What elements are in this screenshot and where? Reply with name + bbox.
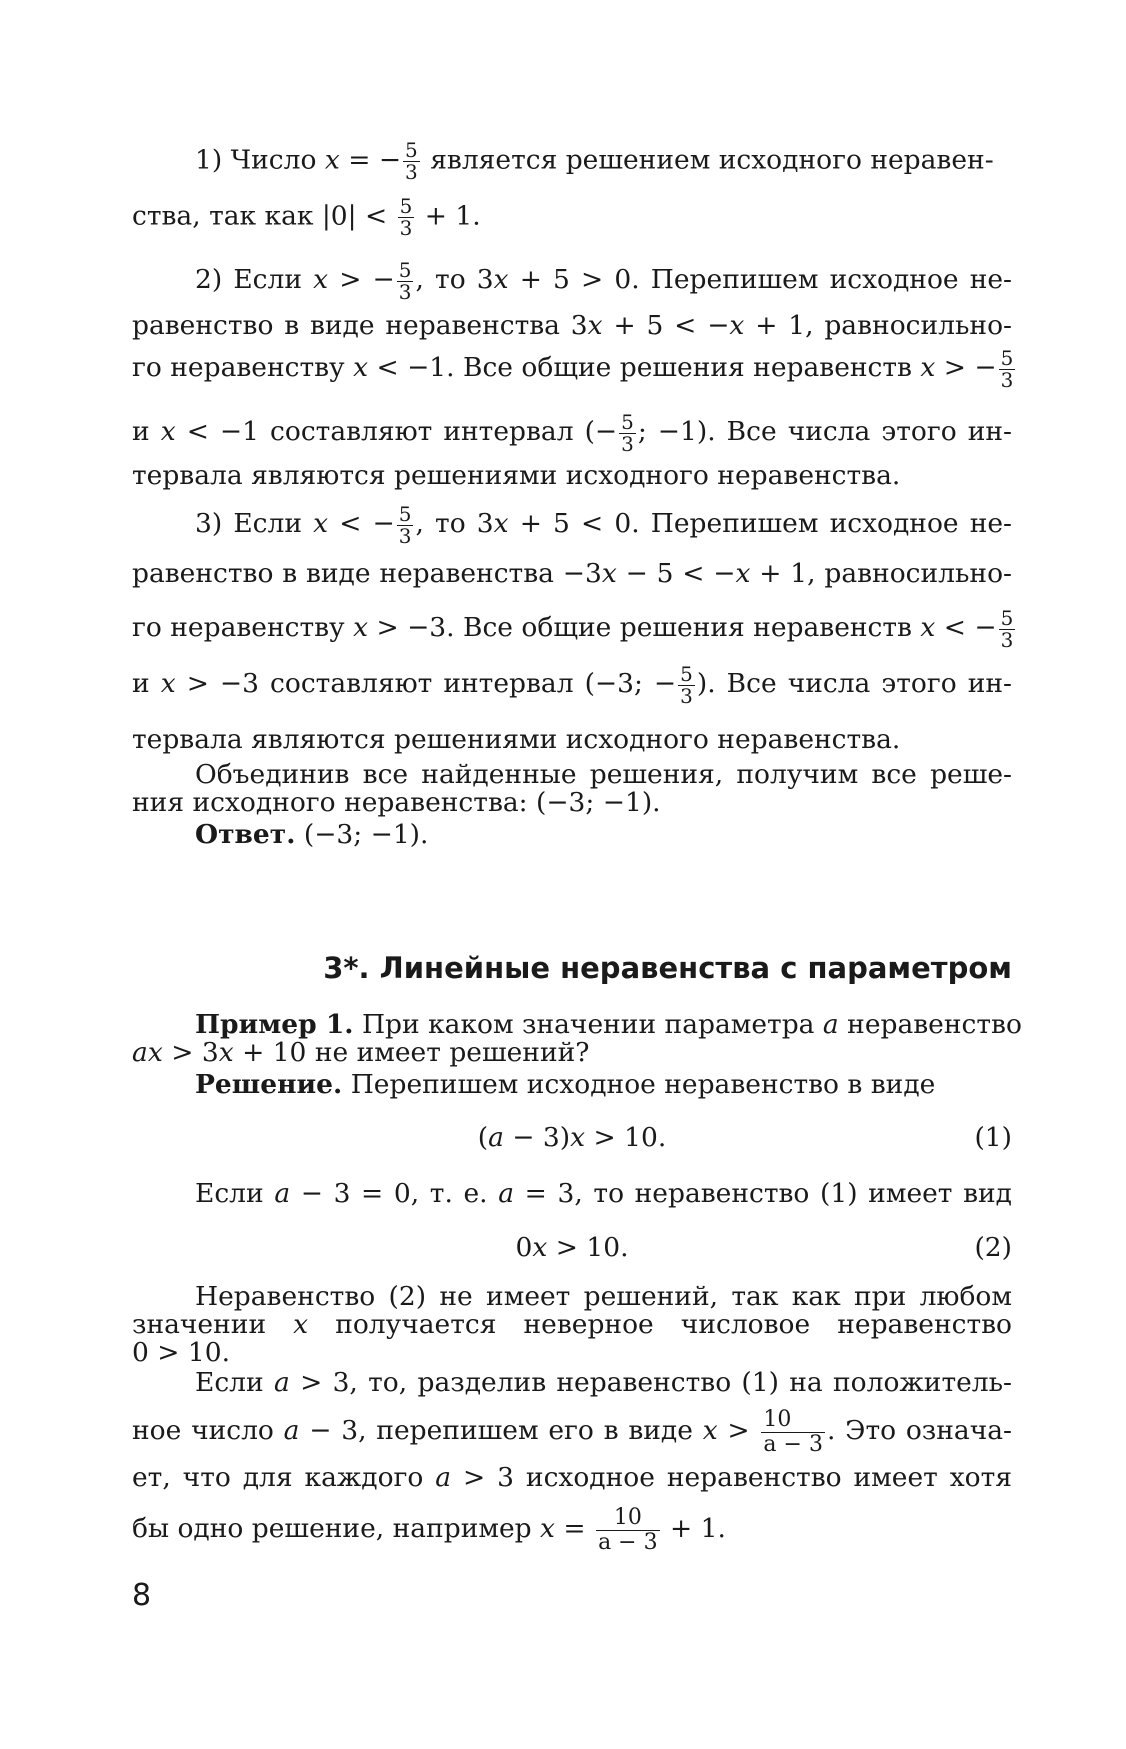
a-greater-3-line1: Если a > 3, то, разделив неравенство (1) на положитель-	[195, 1367, 1013, 1398]
fraction: $\frac{5}{3}$	[398, 257, 412, 304]
fraction: $\frac{5}{3}$	[621, 409, 634, 456]
fraction: $\frac{5}{3}$	[405, 138, 418, 184]
equation-1: (a − 3)x > 10. (1)	[477, 1122, 1012, 1153]
answer-label: Ответ.	[195, 819, 296, 850]
if-a-equals-3-line: Если a − 3 = 0, т. е. a = 3, то неравенство (1) имеет вид	[195, 1178, 1012, 1209]
equation-number: (1)	[974, 1122, 1012, 1153]
no-solutions-line2: значении x получается неверное числовое неравенство	[132, 1309, 1012, 1340]
example1-line1: Пример 1. При каком значении параметра a неравенство	[195, 1009, 1022, 1040]
a-greater-3-line2: ное число a − 3, перепишем его в виде x > $\frac{10}{a - 3}$ . Это означа-	[132, 1406, 1012, 1457]
no-solutions-line3: 0 > 10.	[132, 1337, 231, 1368]
case2-line1: 2) Если x > − $\frac{5}{3}$ , то 3x + 5 > 0. Перепишем исходное не-	[195, 257, 1013, 304]
case3-line1: 3) Если x < − $\frac{5}{3}$ , то 3x + 5 < 0. Перепишем исходное не-	[195, 501, 1013, 548]
fraction: $\frac{5}{3}$	[398, 501, 412, 548]
case3-line4: и x > −3 составляют интервал (−3; − $\frac{5}{3}$ ). Все числа этого ин-	[132, 661, 1012, 708]
fraction: $\frac{5}{3}$	[680, 661, 693, 708]
case3-line5: тервала являются решениями исходного неравенства.	[132, 724, 901, 755]
fraction: $\frac{10}{a - 3}$	[763, 1406, 823, 1457]
case3-line3: го неравенству x > −3. Все общие решения неравенств x < − $\frac{5}{3}$	[132, 605, 1014, 652]
conclusion-line1: Объединив все найденные решения, получим все реше-	[195, 759, 1012, 790]
section-title: 3*. Линейные неравенства с параметром	[323, 951, 1012, 985]
page-number: 8	[132, 1578, 152, 1613]
case1-line2: ства, так как |0| < $\frac{5}{3}$ + 1.	[132, 194, 481, 240]
equation-number: (2)	[974, 1232, 1012, 1263]
case2-line2: равенство в виде неравенства 3x + 5 < −x + 1, равносильно-	[132, 310, 1012, 341]
fraction: $\frac{5}{3}$	[1000, 605, 1014, 652]
case3-line2: равенство в виде неравенства −3x − 5 < −x + 1, равносильно-	[132, 558, 1012, 589]
fraction: $\frac{10}{a - 3}$	[598, 1504, 658, 1555]
case2-line5: тервала являются решениями исходного неравенства.	[132, 460, 901, 491]
case1-line1: 1) Число x = − $\frac{5}{3}$ является решением исходного неравен-	[195, 138, 994, 184]
solution-line: Решение. Перепишем исходное неравенство в виде	[195, 1069, 936, 1100]
example-label: Пример 1.	[195, 1009, 354, 1040]
a-greater-3-line3: ет, что для каждого a > 3 исходное неравенство имеет хотя	[132, 1462, 1012, 1493]
equation-2: 0x > 10. (2)	[515, 1232, 1012, 1263]
conclusion-line2: ния исходного неравенства: (−3; −1).	[132, 787, 661, 818]
fraction: $\frac{5}{3}$	[399, 194, 413, 240]
no-solutions-line1: Неравенство (2) не имеет решений, так как при любом	[195, 1281, 1012, 1312]
case2-line3: го неравенству x < −1. Все общие решения неравенств x > − $\frac{5}{3}$	[132, 345, 1014, 392]
a-greater-3-line4: бы одно решение, например x = $\frac{10}{a - 3}$ + 1.	[132, 1504, 726, 1555]
fraction: $\frac{5}{3}$	[1000, 345, 1014, 392]
case2-line4: и x < −1 составляют интервал (− $\frac{5}{3}$ ; −1). Все числа этого ин-	[132, 409, 1012, 456]
answer-line: Ответ. (−3; −1).	[195, 819, 429, 850]
example1-line2: ax > 3x + 10 не имеет решений?	[132, 1037, 590, 1068]
solution-label: Решение.	[195, 1069, 343, 1100]
